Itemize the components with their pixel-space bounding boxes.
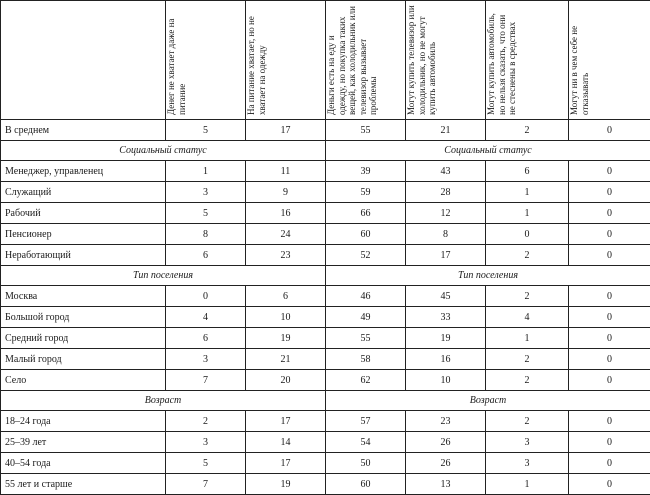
cell: 2 [486,245,569,266]
cell: 0 [569,120,650,141]
cell: 0 [569,182,650,203]
header-label: Деньги есть на еду и одежду, но покупка таких вещей, как холодильник или телевизор вызывает проблемы [326,5,330,115]
table-row [1,453,650,474]
table-row [1,474,650,495]
cell: 3 [166,182,246,203]
cell: 11 [246,161,326,182]
cell: 60 [326,474,406,495]
table-row [1,182,650,203]
cell: 1 [486,182,569,203]
cell: 16 [246,203,326,224]
cell: 14 [246,432,326,453]
cell: 28 [406,182,486,203]
cell: 0 [569,286,650,307]
cell: 39 [326,161,406,182]
cell: 0 [569,370,650,391]
header-row [1,1,650,120]
cell: 43 [406,161,486,182]
cell: 19 [406,328,486,349]
cell: 12 [406,203,486,224]
cell: 0 [569,224,650,245]
cell: 4 [166,307,246,328]
cell: 26 [406,432,486,453]
cell: 0 [569,245,650,266]
cell: 8 [406,224,486,245]
row-label: Большой город [1,307,166,328]
section-title: Тип поселения [326,266,650,286]
cell: 2 [486,286,569,307]
cell: 4 [486,307,569,328]
header-label: На питание хватает, но не хватает на одежду [246,5,250,115]
table-row [1,224,650,245]
header-cell [246,1,326,120]
cell: 1 [486,474,569,495]
cell: 1 [486,203,569,224]
cell: 2 [166,411,246,432]
cell: 6 [166,245,246,266]
cell: 23 [246,245,326,266]
cell: 50 [326,453,406,474]
cell: 10 [246,307,326,328]
table-row [1,307,650,328]
cell: 3 [166,349,246,370]
header-cell [569,1,650,120]
cell: 1 [166,161,246,182]
row-label: Рабочий [1,203,166,224]
table-row [1,349,650,370]
header-cell [486,1,569,120]
cell: 66 [326,203,406,224]
cell: 45 [406,286,486,307]
cell: 3 [166,432,246,453]
section-title: Социальный статус [1,141,326,161]
cell: 57 [326,411,406,432]
cell: 13 [406,474,486,495]
row-label: Служащий [1,182,166,203]
row-label: 25–39 лет [1,432,166,453]
cell: 0 [569,411,650,432]
cell: 5 [166,120,246,141]
cell: 2 [486,120,569,141]
cell: 3 [486,453,569,474]
cell: 59 [326,182,406,203]
cell: 20 [246,370,326,391]
row-label: Средний город [1,328,166,349]
cell: 5 [166,203,246,224]
cell: 52 [326,245,406,266]
row-label: Неработающий [1,245,166,266]
cell: 55 [326,328,406,349]
cell: 8 [166,224,246,245]
cell: 10 [406,370,486,391]
cell: 6 [486,161,569,182]
row-label: 18–24 года [1,411,166,432]
row-label: Пенсионер [1,224,166,245]
header-label: Могут купить телевизор или холодильник, но не могут купить автомобиль [406,5,410,115]
cell: 17 [406,245,486,266]
cell: 49 [326,307,406,328]
table-body [1,120,650,495]
cell: 16 [406,349,486,370]
cell: 7 [166,474,246,495]
cell: 5 [166,453,246,474]
cell: 0 [569,328,650,349]
cell: 24 [246,224,326,245]
cell: 17 [246,120,326,141]
cell: 0 [569,474,650,495]
cell: 26 [406,453,486,474]
header-cell [406,1,486,120]
header-cell [326,1,406,120]
cell: 3 [486,432,569,453]
cell: 0 [569,349,650,370]
header-label: Могут купить автомобиль, но нельзя сказать, что они не стеснены в средствах [486,5,490,115]
table-row [1,245,650,266]
cell: 2 [486,349,569,370]
cell: 19 [246,328,326,349]
cell: 0 [486,224,569,245]
cell: 21 [246,349,326,370]
cell: 62 [326,370,406,391]
table-row [1,432,650,453]
cell: 2 [486,370,569,391]
section-title: Социальный статус [326,141,650,161]
row-label: Менеджер, управленец [1,161,166,182]
header-label: Могут ни в чем себе не отказывать [569,5,573,115]
row-label: Село [1,370,166,391]
cell: 33 [406,307,486,328]
table-row [1,286,650,307]
section-header-row [1,391,650,411]
table-row [1,411,650,432]
cell: 0 [569,432,650,453]
row-label: В среднем [1,120,166,141]
average-row [1,120,650,141]
section-header-row [1,266,650,286]
section-title: Тип поселения [1,266,326,286]
cell: 19 [246,474,326,495]
cell: 55 [326,120,406,141]
cell: 0 [569,203,650,224]
cell: 6 [246,286,326,307]
header-cell [166,1,246,120]
row-label: Москва [1,286,166,307]
cell: 23 [406,411,486,432]
cell: 1 [486,328,569,349]
header-corner [1,1,166,120]
cell: 17 [246,453,326,474]
cell: 2 [486,411,569,432]
header-label: Денег не хватает даже на питание [166,5,170,115]
cell: 17 [246,411,326,432]
cell: 54 [326,432,406,453]
table-row [1,370,650,391]
table-row [1,328,650,349]
section-header-row [1,141,650,161]
table-row [1,203,650,224]
cell: 46 [326,286,406,307]
cell: 58 [326,349,406,370]
cell: 0 [569,161,650,182]
cell: 0 [569,453,650,474]
cell: 60 [326,224,406,245]
section-title: Возраст [326,391,650,411]
row-label: Малый город [1,349,166,370]
cell: 0 [569,307,650,328]
section-title: Возраст [1,391,326,411]
cell: 7 [166,370,246,391]
cell: 0 [166,286,246,307]
row-label: 40–54 года [1,453,166,474]
cell: 21 [406,120,486,141]
table-row [1,161,650,182]
cell: 9 [246,182,326,203]
row-label: 55 лет и старше [1,474,166,495]
cell: 6 [166,328,246,349]
